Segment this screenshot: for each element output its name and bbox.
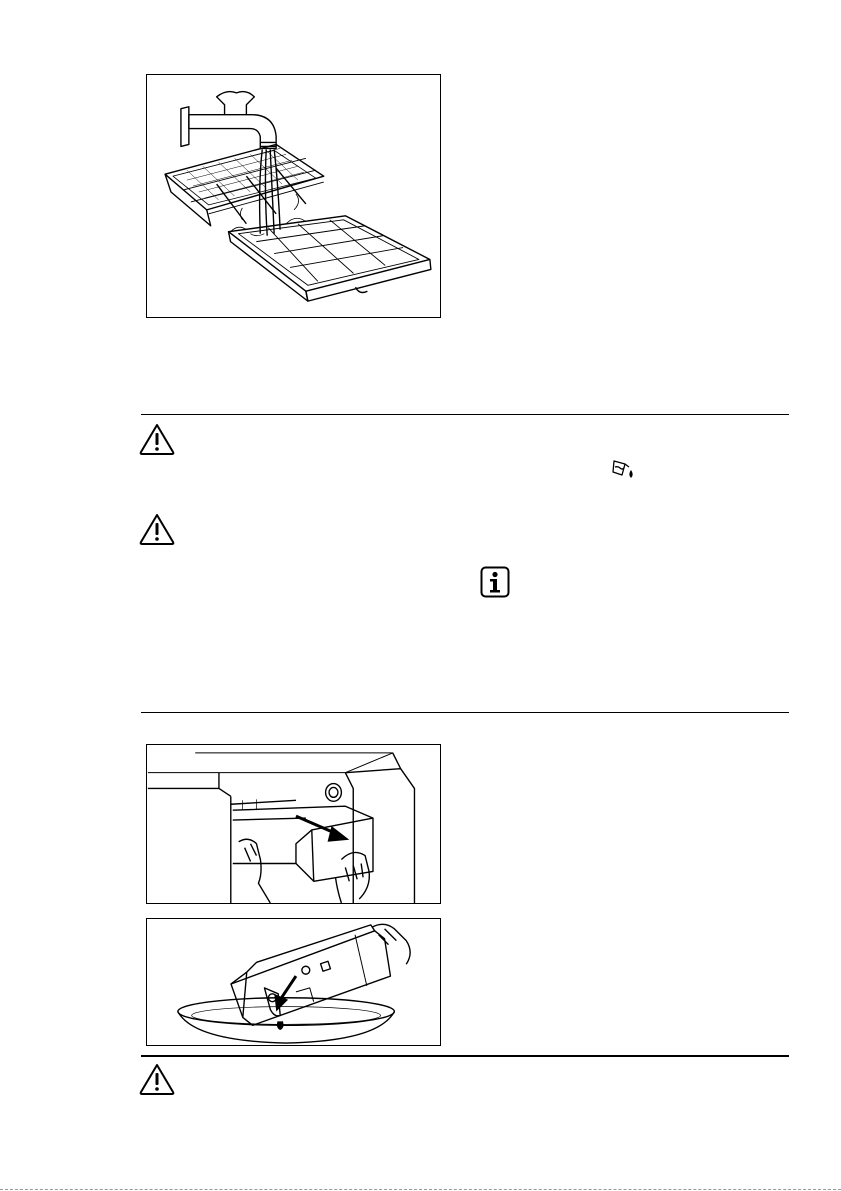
- info-icon: [480, 566, 510, 598]
- warning-triangle-icon: [139, 423, 175, 455]
- page-edge-line: [0, 1189, 841, 1190]
- section-divider: [141, 712, 789, 713]
- warning-triangle-icon: [139, 513, 175, 545]
- section-divider: [141, 414, 789, 415]
- filter-rinse-illustration: [146, 74, 441, 318]
- section-divider: [141, 1055, 789, 1057]
- warning-triangle-icon: [139, 1063, 175, 1095]
- container-emptying-illustration: [146, 918, 441, 1046]
- pour-water-icon: [611, 458, 637, 480]
- container-removal-illustration: [146, 744, 441, 904]
